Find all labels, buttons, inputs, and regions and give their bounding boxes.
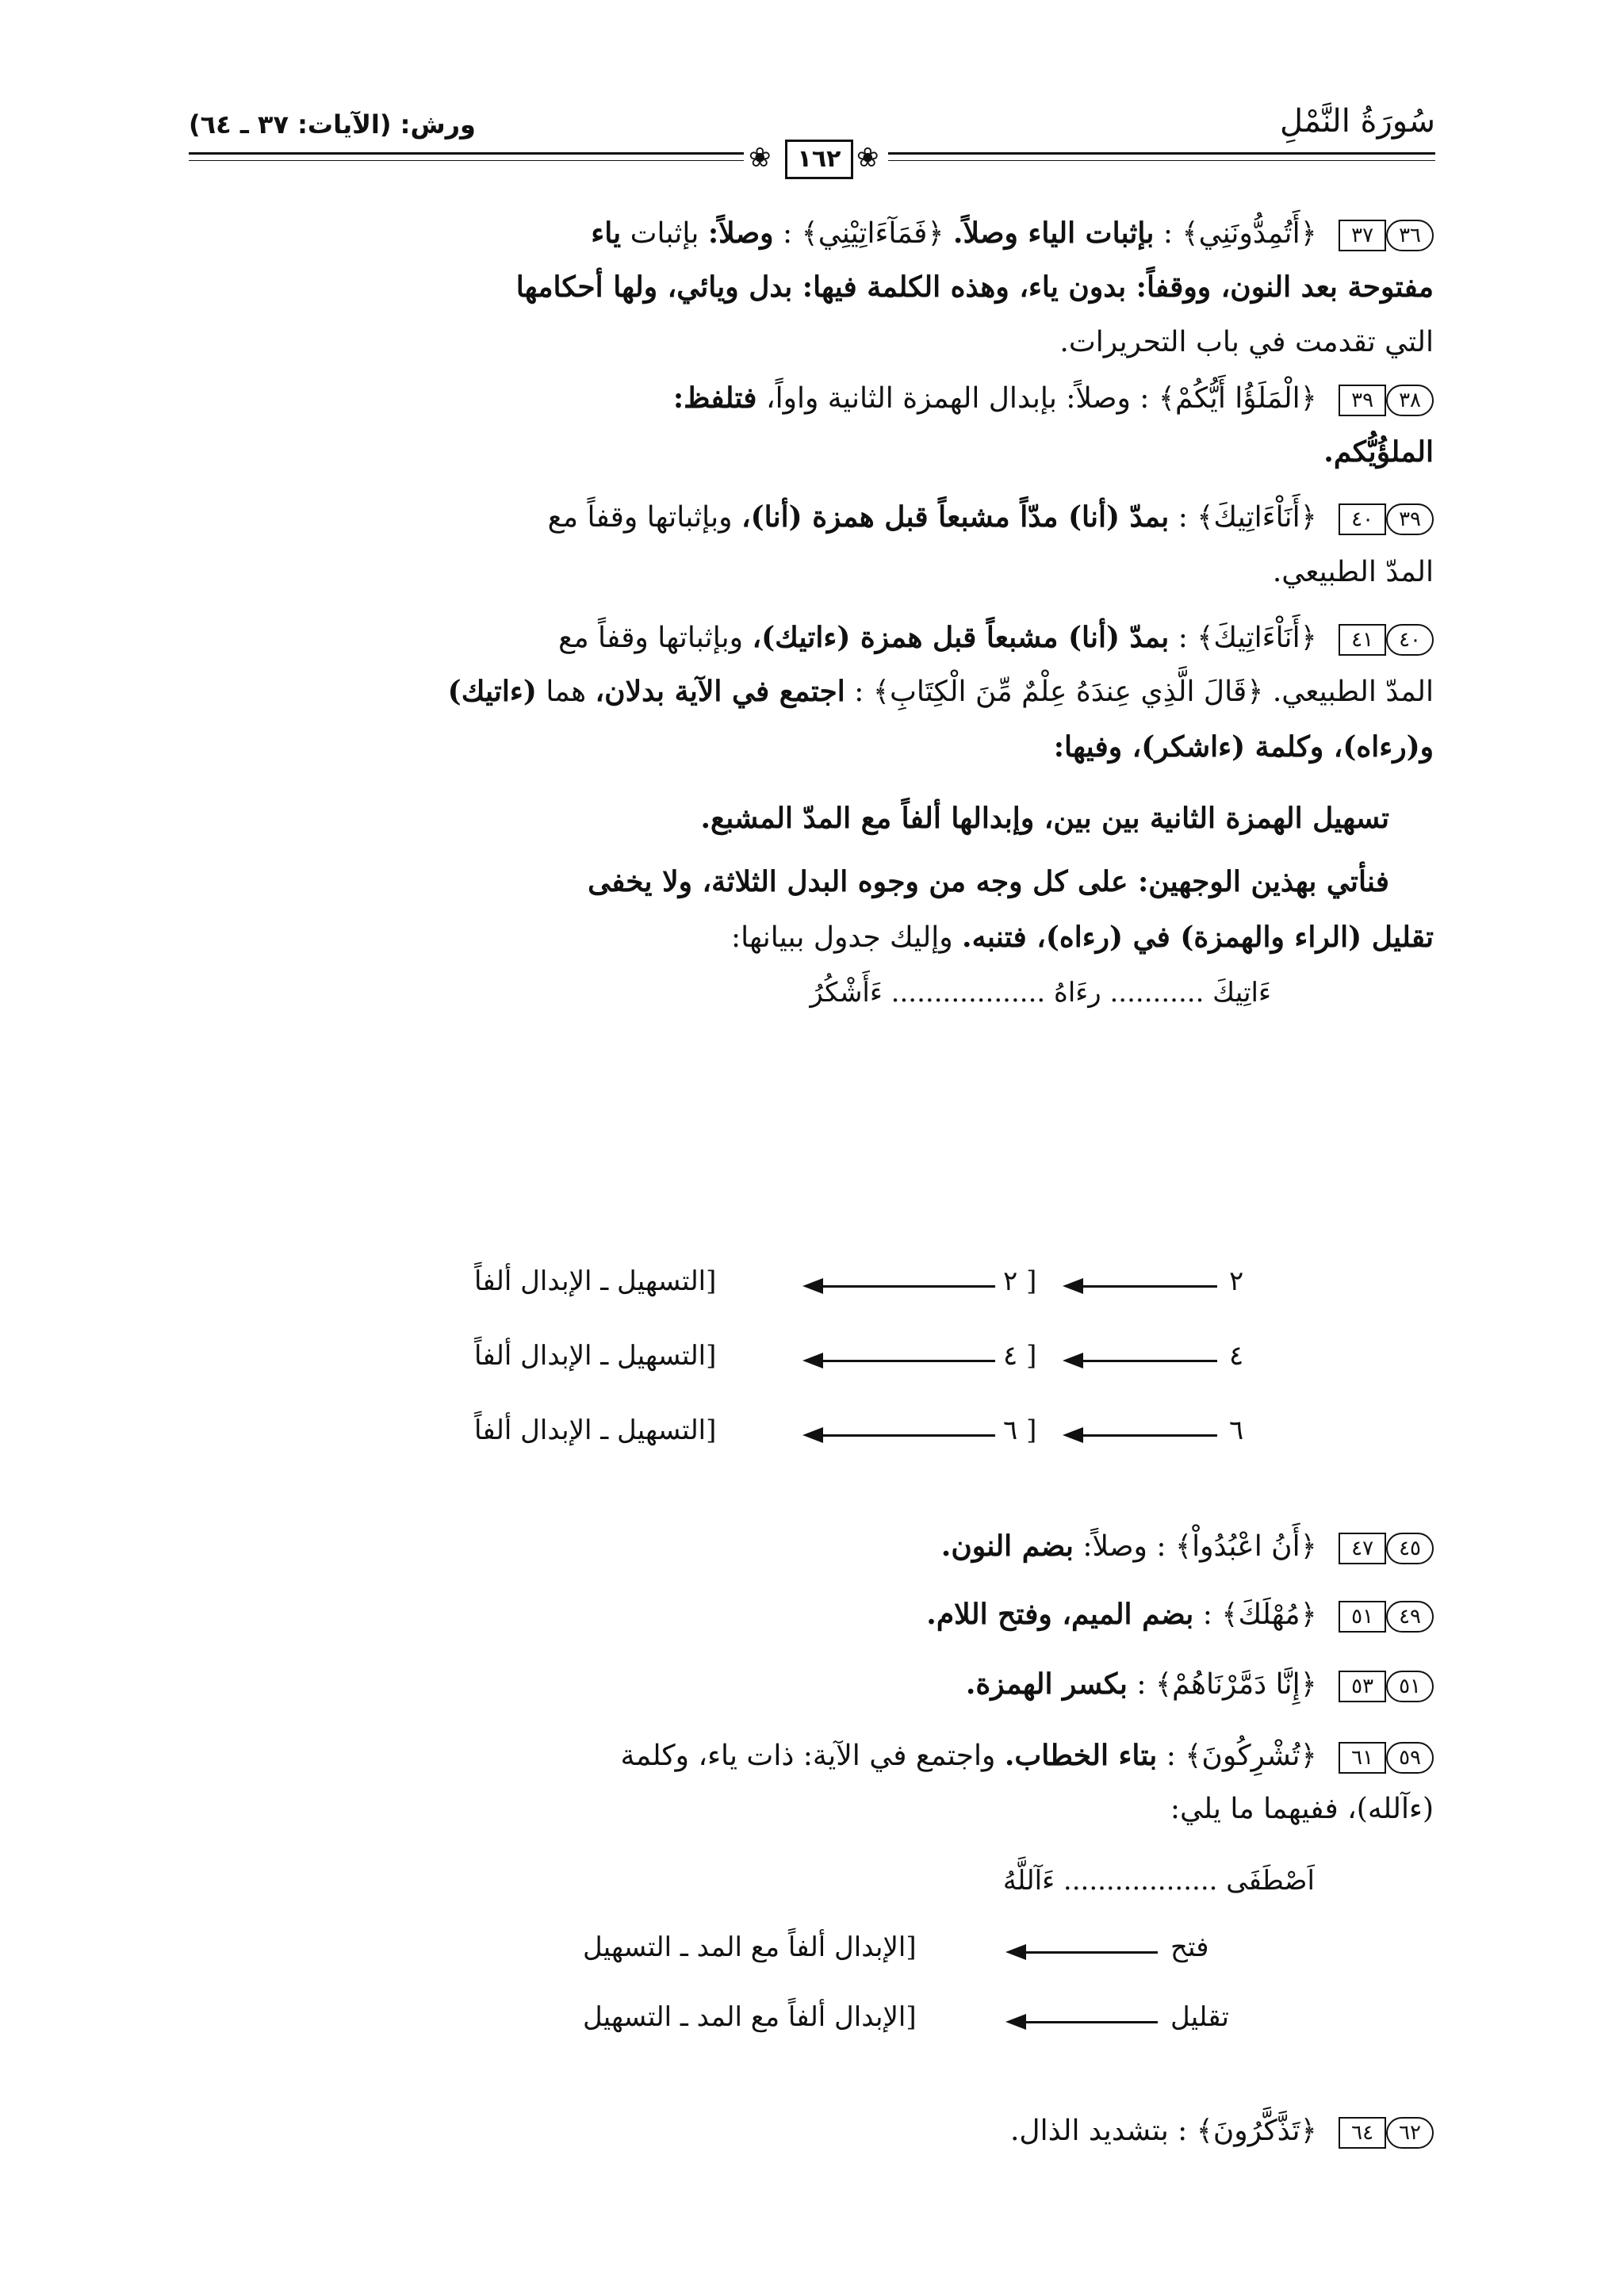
warsh-verse-number: ٦٤ [1339, 2117, 1386, 2149]
arrow-line [821, 1285, 995, 1288]
p2-line-1 [189, 373, 1434, 424]
hafs-verse-number: ٣٨ [1386, 385, 1434, 416]
p1-line-2: مفتوحة بعد النون، ووقفاً: بدون ياء، وهذه الكلمة فيها: بدل ويائي، ولها أحكامها [515, 270, 1434, 304]
warsh-verse-number: ٥١ [1339, 1601, 1386, 1633]
warsh-verse-number: ٦١ [1339, 1742, 1386, 1774]
bold-text: فتلفظ: [672, 381, 757, 415]
text: وبإثباتها وقفاً مع [547, 501, 733, 534]
warsh-verse-number: ٣٩ [1339, 385, 1386, 416]
arrow-head-icon [1063, 1278, 1083, 1294]
warsh-verse-number: ٤١ [1339, 624, 1386, 656]
table1-row2-col3: [التسهيل ـ الإبدال ألفاً [474, 1340, 717, 1372]
table2-heading: اَصْطَفَى .................. ءَآللَّهُ [1002, 1865, 1315, 1897]
text: المدّ الطبيعي. [1272, 676, 1434, 708]
note-line-45 [189, 1521, 1434, 1572]
surah-title: سُورَةُ النَّمْلِ [1280, 103, 1435, 140]
table2-row1-col2: [الإبدال ألفاً مع المد ـ التسهيل [583, 1931, 917, 1963]
bold-text: بضم الميم، وفتح اللام. [926, 1598, 1194, 1631]
table1-row2-col2: [ ٤ [1003, 1340, 1037, 1372]
bold-text: بضم النون. [940, 1529, 1074, 1563]
text: واجتمع في الآية: ذات ياء، وكلمة [620, 1740, 996, 1772]
table1-row3-col1: ٦ [1229, 1414, 1244, 1446]
table1-row3-col3: [التسهيل ـ الإبدال ألفاً [474, 1414, 717, 1446]
hafs-verse-number: ٣٩ [1386, 503, 1434, 535]
verse-badge [1334, 373, 1434, 424]
p4-line-1 [189, 612, 1434, 664]
text: : [1166, 1740, 1176, 1772]
note-line-49 [189, 1589, 1434, 1640]
header-rule-right [888, 152, 1435, 155]
p5-line-2: (ءآلله)، ففيهما ما يلي: [1170, 1793, 1434, 1825]
hafs-verse-number: ٦٢ [1386, 2117, 1434, 2149]
hafs-verse-number: ٤٠ [1386, 624, 1434, 656]
p4-line-6 [189, 912, 1434, 963]
text: هما [546, 676, 587, 708]
table2-row1-col1: فتح [1170, 1931, 1209, 1963]
p4-line-2 [189, 666, 1434, 718]
arrow-head-icon [1063, 1427, 1083, 1443]
text: : [1162, 217, 1174, 250]
p3-line-1 [189, 492, 1434, 543]
hafs-verse-number: ٣٦ [1386, 220, 1434, 251]
table2-row2-col1: تقليل [1170, 2001, 1229, 2033]
verse-badge [1334, 613, 1434, 664]
arrow-line [821, 1360, 995, 1362]
arrow-head-icon [802, 1427, 823, 1443]
text: : وصلاً: بإبدال الهمزة الثانية واواً، [765, 382, 1150, 415]
arrow-line [1023, 1951, 1158, 1954]
ornament-left-icon: ❀ [749, 142, 772, 174]
verse-badge [1334, 1659, 1434, 1710]
p4-line-5: فنأتي بهذين الوجهين: على كل وجه من وجوه البدل الثلاثة، ولا يخفى [588, 865, 1389, 898]
verse-badge [1334, 492, 1434, 543]
hafs-verse-number: ٤٩ [1386, 1601, 1434, 1633]
text: : [783, 217, 793, 250]
text: : بتشديد الذال. [1009, 2115, 1188, 2147]
arrow-line [1078, 1285, 1217, 1288]
arrow-head-icon [1005, 2014, 1026, 2030]
arrow-head-icon [802, 1353, 823, 1369]
bold-text: اجتمع في الآية بدلان، [595, 675, 845, 708]
bold-text: بتاء الخطاب. [1004, 1739, 1158, 1772]
ornament-right-icon: ❀ [856, 142, 879, 174]
table1-row2-col1: ٤ [1229, 1340, 1244, 1372]
quran-word: ﴿أَنَاْءَاتِيكَ﴾ [1197, 501, 1317, 534]
text: : [854, 676, 864, 708]
hafs-verse-number: ٥١ [1386, 1671, 1434, 1702]
arrow-line [1078, 1360, 1217, 1362]
arrow-head-icon [1005, 1944, 1026, 1960]
table1-heading: ءَاتِيكَ ........... رءَاهُ .................. ءَأَشْكُرُ [810, 977, 1271, 1009]
quran-word: ﴿فَمَآءَاتِيْنِي﴾ [801, 217, 944, 250]
text: : [1178, 622, 1188, 654]
quran-word: ﴿أَنُ اعْبُدُواْ﴾ [1174, 1530, 1317, 1563]
quran-phrase: ﴿قَالَ الَّذِي عِندَهُ عِلْمٌ مِّنَ الْكِتَابِ﴾ [872, 676, 1264, 708]
warsh-verse-number: ٣٧ [1339, 220, 1386, 251]
text: : [1136, 1668, 1147, 1701]
bold-text: ياء [591, 216, 622, 250]
table1-row3-col2: [ ٦ [1003, 1414, 1037, 1446]
text: وبإثباتها وقفاً مع [558, 622, 744, 654]
verse-badge [1334, 209, 1434, 259]
quran-word: ﴿مُهْلَكَ﴾ [1221, 1598, 1317, 1631]
bold-text: (ءاتيك) [447, 675, 537, 708]
warsh-verse-number: ٥٣ [1339, 1671, 1386, 1702]
arrow-line [1023, 2021, 1158, 2023]
p5-line-1 [189, 1730, 1434, 1782]
warsh-verse-number: ٤٧ [1339, 1533, 1386, 1564]
bold-text: تقليل (الراء والهمزة) في (رءاه)، فتنبه. [962, 921, 1434, 954]
table1-row1-col2: [ ٢ [1003, 1265, 1037, 1297]
verse-badge [1334, 1590, 1434, 1640]
text: بإثبات [630, 217, 699, 250]
arrow-line [821, 1434, 995, 1437]
header-rule-right-thin [888, 160, 1435, 161]
quran-word: ﴿تُشْرِكُونَ﴾ [1185, 1740, 1317, 1772]
note-line-51 [189, 1659, 1434, 1710]
text: : [1202, 1598, 1212, 1631]
verse-badge [1334, 1522, 1434, 1572]
table2-row2-col2: [الإبدال ألفاً مع المد ـ التسهيل [583, 2001, 917, 2033]
quran-word: ﴿أَتُمِدُّونَنِي﴾ [1182, 217, 1317, 250]
quran-word: ﴿تَذَّكَّرُونَ﴾ [1196, 2115, 1317, 2147]
arrow-head-icon [802, 1278, 823, 1294]
bold-text: بمدّ (أنا) مدّاً مشبعاً قبل همزة (أنا)، [741, 500, 1170, 534]
hafs-verse-number: ٤٥ [1386, 1533, 1434, 1564]
arrow-head-icon [1063, 1353, 1083, 1369]
quran-word: ﴿الْمَلَؤُا أَيُّكُمْ﴾ [1158, 382, 1317, 415]
text: وإليك جدول ببيانها: [731, 921, 953, 954]
verse-badge [1334, 2106, 1434, 2157]
table1-row1-col1: ٢ [1229, 1265, 1244, 1297]
p4-line-3: و(رءاه)، وكلمة (ءاشكر)، وفيها: [1053, 730, 1434, 764]
bold-text: وصلاً: [707, 216, 774, 250]
arrow-line [1078, 1434, 1217, 1437]
p2-line-2: الملؤُيُّكم. [1323, 435, 1434, 469]
quran-word: ﴿أَنَاْءَاتِيكَ﴾ [1197, 622, 1317, 654]
warsh-verse-number: ٤٠ [1339, 503, 1386, 535]
header-rule-left [189, 152, 744, 155]
text: : [1178, 501, 1188, 534]
quran-word: ﴿إِنَّا دَمَّرْنَاهُمْ﴾ [1155, 1668, 1317, 1701]
header-rule-left-thin [189, 160, 744, 161]
bold-text: بكسر الهمزة. [965, 1667, 1128, 1701]
verse-badge [1334, 1731, 1434, 1782]
text: : وصلاً: [1082, 1530, 1166, 1563]
table1-row1-col3: [التسهيل ـ الإبدال ألفاً [474, 1265, 717, 1297]
p1-line-1 [189, 208, 1434, 259]
bold-text: بإثبات الياء وصلاً. [952, 216, 1155, 250]
bold-text: بمدّ (أنا) مشبعاً قبل همزة (ءاتيك)، [752, 621, 1170, 654]
riwaya-range: ورش: (الآيات: ٣٧ ـ ٦٤) [189, 109, 476, 140]
hafs-verse-number: ٥٩ [1386, 1742, 1434, 1774]
p3-line-2: المدّ الطبيعي. [1272, 556, 1434, 588]
p1-line-3: التي تقدمت في باب التحريرات. [1059, 326, 1434, 358]
page-number: ١٦٢ [785, 140, 853, 179]
note-line-62 [189, 2106, 1434, 2157]
p4-line-4: تسهيل الهمزة الثانية بين بين، وإبدالها ألفاً مع المدّ المشبع. [700, 802, 1389, 835]
